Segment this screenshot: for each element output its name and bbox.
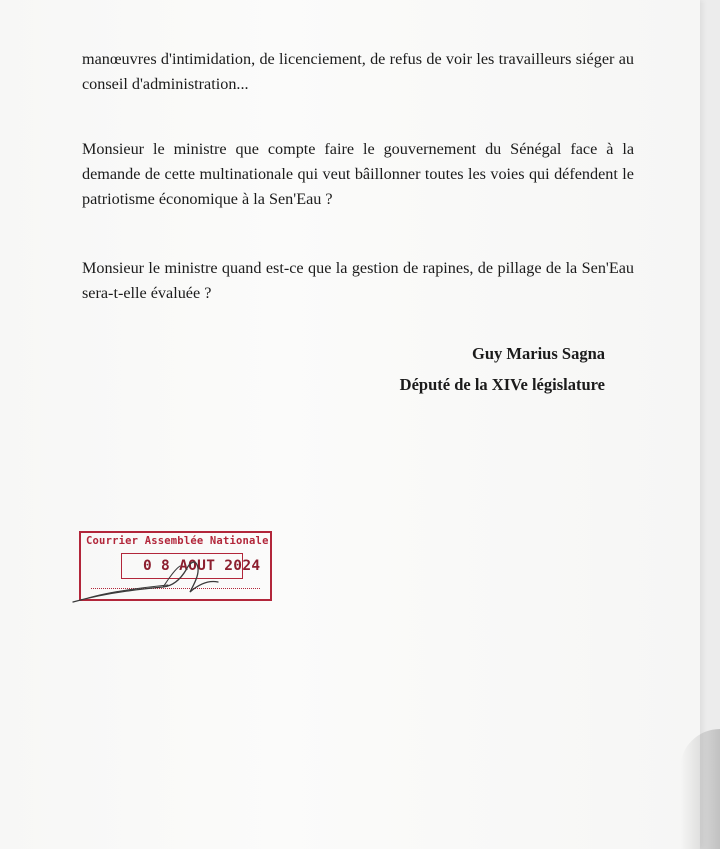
page-curl-shadow bbox=[680, 729, 720, 849]
handwritten-signature bbox=[68, 540, 278, 610]
paragraph-question-government: Monsieur le ministre que compte faire le gouvernement du Sénégal face à la demande de cette multinationale qui veut bâillonner toutes les voies qui défendent le patriotisme économique à la Sen'Eau ? bbox=[82, 140, 634, 208]
signatory-name: Guy Marius Sagna bbox=[472, 344, 605, 363]
stamp-header: Courrier Assemblée Nationale bbox=[86, 535, 269, 547]
paragraph-question-evaluation: Monsieur le ministre quand est-ce que la gestion de rapines, de pillage de la Sen'Eau sera-t-elle évaluée ? bbox=[82, 259, 634, 302]
signatory-title: Député de la XIVe législature bbox=[399, 375, 605, 394]
stamp-date: 0 8 AOUT 2024 bbox=[143, 558, 261, 574]
paragraph-intimidation: manœuvres d'intimidation, de licenciement, de refus de voir les travailleurs siéger au conseil d'administration... bbox=[82, 50, 634, 93]
